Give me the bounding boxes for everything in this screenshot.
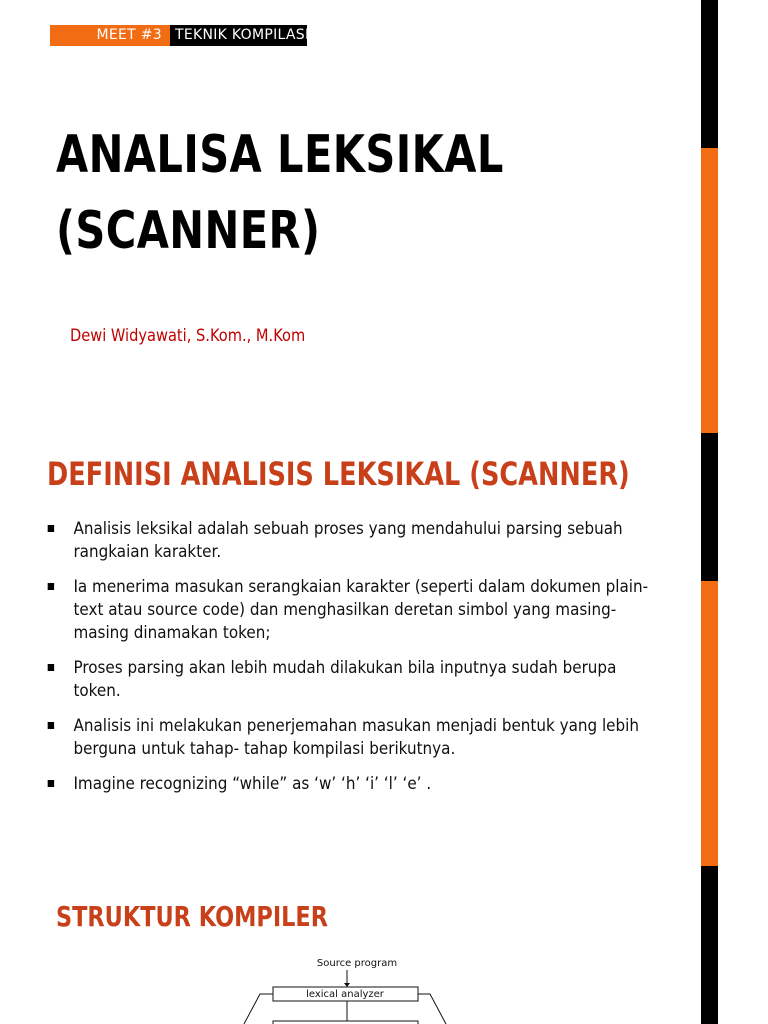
list-item (44, 575, 662, 644)
compiler-structure-diagram (230, 952, 480, 1024)
list-item (44, 656, 662, 702)
diagram-svg (230, 952, 480, 1024)
list-item-text: Analisis ini melakukan penerjemahan masukan menjadi bentuk yang lebih berguna untuk tahap- tahap kompilasi berikutnya. (73, 716, 640, 758)
page-title (56, 117, 504, 269)
bullet-square-icon (48, 525, 54, 532)
side-stripe-orange-1 (701, 148, 718, 433)
list-item (44, 772, 662, 795)
definition-heading: DEFINISI ANALISIS LEKSIKAL (SCANNER) (47, 455, 630, 493)
list-item (44, 517, 662, 563)
list-item-text: Ia menerima masukan serangkaian karakter (seperti dalam dokumen plain-text atau source code) dan menghasilkan deretan simbol yang masing-masing dinamakan token; (73, 577, 649, 642)
list-item (44, 714, 662, 760)
structure-heading: STRUKTUR KOMPILER (56, 900, 328, 933)
title-line-1: ANALISA LEKSIKAL (56, 125, 504, 185)
side-stripe-black-1 (701, 0, 718, 148)
side-stripe-black-2 (701, 433, 718, 581)
bullet-square-icon (48, 780, 54, 787)
author-name: Dewi Widyawati, S.Kom., M.Kom (70, 326, 306, 346)
diagram-left-connector (244, 994, 273, 1024)
list-item-text: Analisis leksikal adalah sebuah proses yang mendahului parsing sebuah rangkaian karakter. (73, 519, 623, 561)
definition-list (44, 517, 664, 807)
list-item-text: Proses parsing akan lebih mudah dilakukan bila inputnya sudah berupa token. (73, 658, 617, 700)
diagram-arrowhead-1 (344, 983, 350, 987)
side-stripe-black-3 (701, 866, 718, 1024)
meet-header (50, 25, 310, 46)
bullet-square-icon (48, 664, 54, 671)
title-line-2: (SCANNER) (56, 201, 321, 261)
diagram-right-connector (418, 994, 446, 1024)
diagram-source-label: Source program (316, 958, 398, 969)
side-stripe-orange-2 (701, 581, 718, 866)
meet-number: MEET #3 (50, 25, 170, 46)
bullet-square-icon (48, 722, 54, 729)
diagram-box1-label: lexical analyzer (306, 989, 384, 1000)
course-name: TEKNIK KOMPILASI (170, 25, 307, 46)
list-item-text: Imagine recognizing “while” as ‘w’ ‘h’ ‘i’ ‘l’ ‘e’ . (73, 774, 432, 793)
bullet-square-icon (48, 583, 54, 590)
